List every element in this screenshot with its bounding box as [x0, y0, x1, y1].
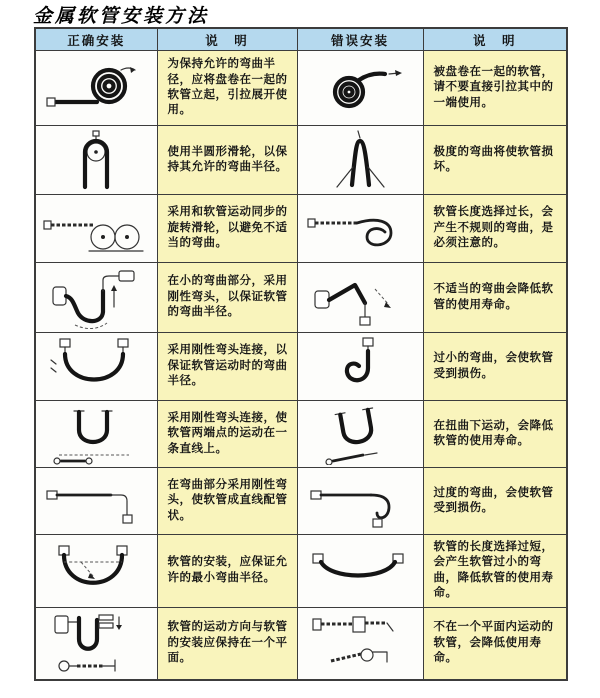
wrong-desc: 过小的弯曲，会使软管受到损伤。	[423, 333, 567, 401]
wrong-image-cell	[297, 195, 423, 263]
wrong-image-cell	[297, 263, 423, 333]
correct-desc: 为保持允许的弯曲半径，应将盘卷在一起的软管立起，引拉展开使用。	[157, 51, 297, 126]
correct-desc: 采用刚性弯头连接，以保证软管运动时的弯曲半径。	[157, 333, 297, 401]
wrong-desc: 被盘卷在一起的软管，请不要直接引拉其中的一端使用。	[423, 51, 567, 126]
wrong-image-cell	[297, 51, 423, 126]
correct-desc: 使用半圆形滑轮，以保持其允许的弯曲半径。	[157, 126, 297, 195]
single-plane-installation-illustration	[40, 609, 152, 677]
overbent-end-illustration	[304, 471, 416, 531]
installation-table	[34, 27, 568, 681]
wrong-desc: 不适当的弯曲会降低软管的使用寿命。	[423, 263, 567, 333]
min-bend-radius-u-illustration	[40, 538, 152, 604]
coil-end-pulled-illustration	[304, 56, 416, 120]
straight-run-rigid-elbow-illustration	[40, 471, 152, 531]
wrong-image-cell	[297, 607, 423, 680]
correct-image-cell	[35, 126, 157, 195]
installation-table-wrap	[34, 27, 568, 681]
table-row	[35, 401, 567, 468]
page-title: 金属软管安装方法	[33, 5, 210, 27]
inline-endpoint-motion-u-illustration	[40, 403, 152, 465]
correct-image-cell	[35, 535, 157, 608]
extreme-hairpin-bend-illustration	[304, 129, 416, 191]
wrong-image-cell	[297, 535, 423, 608]
correct-desc: 软管的安装，应保证允许的最小弯曲半径。	[157, 535, 297, 608]
correct-image-cell	[35, 607, 157, 680]
correct-image-cell	[35, 51, 157, 126]
header-row	[35, 28, 567, 51]
too-short-flat-span-illustration	[304, 538, 416, 604]
rigid-elbow-u-hang-illustration	[40, 336, 152, 398]
table-row	[35, 126, 567, 195]
wrong-image-cell	[297, 126, 423, 195]
correct-desc: 在小的弯曲部分，采用刚性弯头，以保证软管的弯曲半径。	[157, 263, 297, 333]
table-row	[35, 51, 567, 126]
wrong-image-cell	[297, 468, 423, 535]
correct-image-cell	[35, 401, 157, 468]
table-row	[35, 468, 567, 535]
wrong-image-cell	[297, 401, 423, 468]
wrong-desc: 不在一个平面内运动的软管，会降低使用寿命。	[423, 607, 567, 680]
header-desc-2: 说 明	[423, 28, 567, 51]
correct-desc: 采用和软管运动同步的旋转滑轮，以避免不适当的弯曲。	[157, 195, 297, 263]
correct-desc: 采用刚性弯头连接，使软管两端点的运动在一条直线上。	[157, 401, 297, 468]
wrong-desc: 软管的长度选择过短，会产生软管过小的弯曲，降低软管的使用寿命。	[423, 535, 567, 608]
wrong-desc: 过度的弯曲，会使软管受到损伤。	[423, 468, 567, 535]
table-row	[35, 535, 567, 608]
correct-image-cell	[35, 195, 157, 263]
too-small-bend-hook-illustration	[304, 336, 416, 398]
semicircular-pulley-guide-illustration	[40, 129, 152, 191]
table-row	[35, 263, 567, 333]
correct-image-cell	[35, 263, 157, 333]
correct-image-cell	[35, 468, 157, 535]
correct-image-cell	[35, 333, 157, 401]
small-bend-rigid-elbow-illustration	[40, 265, 152, 331]
wrong-desc: 极度的弯曲将使软管损坏。	[423, 126, 567, 195]
twisted-motion-u-illustration	[304, 403, 416, 465]
synchronized-rotating-pulleys-illustration	[40, 199, 152, 259]
table-row	[35, 607, 567, 680]
header-correct: 正确安装	[35, 28, 157, 51]
multi-plane-motion-illustration	[304, 609, 416, 677]
correct-desc: 在弯曲部分采用刚性弯头，使软管成直线配管状。	[157, 468, 297, 535]
header-desc-1: 说 明	[157, 28, 297, 51]
improper-sharp-bend-illustration	[304, 265, 416, 331]
table-row	[35, 333, 567, 401]
wrong-desc: 软管长度选择过长，会产生不规则的弯曲，是必须注意的。	[423, 195, 567, 263]
header-wrong: 错误安装	[297, 28, 423, 51]
wrong-desc: 在扭曲下运动，会降低软管的使用寿命。	[423, 401, 567, 468]
overlong-irregular-loop-illustration	[304, 199, 416, 259]
correct-desc: 软管的运动方向与软管的安装应保持在一个平面。	[157, 607, 297, 680]
wrong-image-cell	[297, 333, 423, 401]
standing-coil-unroll-illustration	[40, 56, 152, 120]
table-row	[35, 195, 567, 263]
